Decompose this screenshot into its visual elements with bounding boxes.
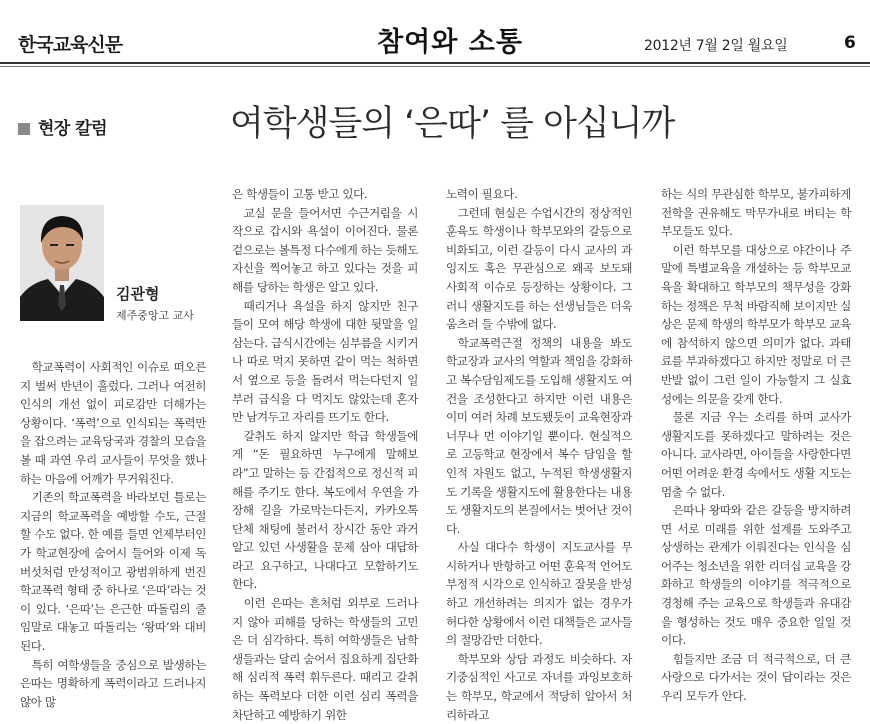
paragraph: 노력이 필요다. [446,187,518,201]
article-column-2 [232,185,418,722]
paragraph: 학교폭력이 사회적인 이슈로 떠오른 지 벌써 반년이 흘렀다. 그러나 여전히 인식의 개선 없이 피로감만 더해가는 상황이다. ‘폭력’으로 인식되는 폭력만을 잡으려는 교육당국과 경찰의 모습을 볼 때 과연 우리 교사들이 무엇을 했나 하는 마음에 어깨가 무거워진다. [20,360,206,486]
paragraph: 특히 여학생들을 중심으로 발생하는 은따는 명확하게 폭력이라고 드러나지 않아 많 [20,657,206,709]
paragraph: 이런 학부모를 대상으로 야간이나 주말에 특별교육을 개설하는 등 학부모교육을 확대하고 학부모의 책무성을 강화하는 정책은 무척 바람직해 보이지만 실상은 문제 학생의 학부모가 학부모 교육에 참석하지 않으면 의미가 없다. 과태료를 부과하겠다고 하지만 정말로 더 큰 반발 없이 그런 일이 가능할지 그 실효성에는 의문을 갖게 한다. [661,242,851,406]
paragraph: 학교폭력근절 정책의 내용을 봐도 학교장과 교사의 역할과 책임을 강화하고 복수담임제도를 도입해 생활지도 여건을 조성한다고 하지만 이런 내용은 이미 여러 차례 보도됐듯이 교육현장과 너무나 먼 이야기일 뿐이다. 현실적으로 고등학교 현장에서 복수 담임을 할 인적 자원도 없고, 누적된 학생생활지도 기록을 생활지도에 활용한다는 내용도 생활지도의 본질에서는 벗어난 것이다. [446,335,632,536]
issue-date: 2012년 7월 2일 월요일 [644,38,788,54]
kicker-label: 현장 칼럼 [38,119,108,139]
masthead-rule [0,62,870,64]
masthead [0,0,870,64]
paragraph: 학부모와 상담 과정도 비슷하다. 자기중심적인 사고로 자녀를 과잉보호하는 학부모, 학교에서 적당히 알아서 처리하라고 [446,651,632,722]
paragraph: 은따나 왕따와 같은 갈등을 방지하려면 서로 미래를 위한 설계를 도와주고 상생하는 관계가 이뤄진다는 인식을 심어주는 청소년을 위한 리더십 교육을 강화하고 학생들의 이야기를 적극적으로 경청해 주는 교육으로 학생들과 유대감을 형성하는 것도 매우 중요한 일일 것이다. [661,503,851,648]
paragraph: 갈취도 하지 않지만 학급 학생들에게 “돈 필요하면 누구에게 말해보라”고 말하는 등 간접적으로 정신적 피해를 주기도 한다. 복도에서 우연을 가장해 길을 가로막는다든지, 카카오톡 단체 채팅에 불러서 장시간 동안 과거 알고 있던 사생활을 문제 삼아 대답하라고 요구하고, 나대다고 모함하기도 한다. [232,428,418,592]
author-photo [20,205,104,321]
paragraph: 이런 은따는 흔처럼 외부로 드러나지 않아 피해를 당하는 학생들의 고민은 더 심각하다. 특히 여학생들은 남학생들과는 달리 숨어서 집요하게 집단화해 심리적 폭력 휘두른다. 때리고 갈취하는 폭력보다 더한 이런 심리 폭력을 차단하고 예방하기 위한 [232,596,418,722]
article-column-3 [446,185,632,722]
kicker-square-icon [18,123,30,135]
paragraph: 힘들지만 조금 더 적극적으로, 더 큰 사랑으로 다가서는 것이 답이라는 것은 우리 모두가 안다. [661,651,851,704]
masthead-rule-thin [0,66,870,67]
paragraph: 교실 문을 들어서면 수근거림을 시작으로 갑시와 욕설이 이어진다. 물론 겉으로는 볼특정 다수에게 하는 듯해도 자신을 찍어놓고 하고 있다는 것을 피해를 당하는 학생은 알고 있다. [232,205,418,294]
author-name: 김관형 [116,285,160,303]
article-column-4 [661,185,851,704]
paragraph: 때리거나 욕설을 하지 않지만 친구들이 모여 해당 학생에 대한 뒷말을 일삼는다. 급식시간에는 심부름을 시키거나 따로 먹지 못하면 같이 먹는 척하면서 옆으로 등을 돌려서 먹는다던지 일부러 급식을 다 먹지도 않았는데 혼자만 남겨두고 자리를 뜨기도 한다. [232,298,418,425]
article-headline: 여학생들의 ‘은따’ 를 아십니까 [230,104,675,144]
paragraph: 하는 식의 무관심한 학부모, 불가피하게 전학을 권유해도 막무가내로 버티는 학부모들도 있다. [661,187,851,239]
page-number: 6 [844,33,856,53]
paragraph: 물론 지금 우는 소리를 하며 교사가 생활지도를 못하겠다고 말하려는 것은 아니다. 교사라면, 아이들을 사랑한다면 어떤 어려운 환경 속에서도 생활 지도는 멈출 수 없다. [661,410,851,499]
paragraph: 은 학생들이 고통 받고 있다. [232,187,368,201]
paper-name: 한국교육신문 [18,34,123,56]
author-portrait-icon [20,205,104,321]
paragraph: 그런데 현실은 수업시간의 정상적인 훈육도 학생이나 학부모와의 갈등으로 비화되고, 이런 갈등이 다시 교사의 과잉지도 혹은 무관심으로 왜곡 보도돼 사회적 이슈로 등장하는 상황이다. 그러니 생활지도를 하는 선생님들은 더욱 움츠러 들 수밖에 없다. [446,205,632,332]
paragraph: 사실 대다수 학생이 지도교사를 무시하거나 반항하고 어떤 훈육적 언어도 부정적 시각으로 인식하고 잘못을 반성하고 개선하려는 의지가 없는 경우가 허다한 상황에서 이런 대책들은 교사들의 절망감만 더한다. [446,540,632,648]
article-column-1 [20,358,206,709]
author-affiliation: 제주중앙고 교사 [116,309,194,322]
section-title: 참여와 소통 [377,27,523,58]
column-kicker [18,114,107,139]
paragraph: 기존의 학교폭력을 바라보던 틀로는 지금의 학교폭력을 예방할 수도, 근절할 수도 없다. 한 예를 들면 언제부터인가 학교현장에 숨어시 들어와 이제 독버섯처럼 만성적이고 광범위하게 번진 학교폭력 형태 중 하나로 ‘은따’라는 것이 있다. ‘은따’는 은근한 따돌림의 줄임말로 대놓고 따돌리는 ‘왕따’와 대비된다. [20,490,206,653]
